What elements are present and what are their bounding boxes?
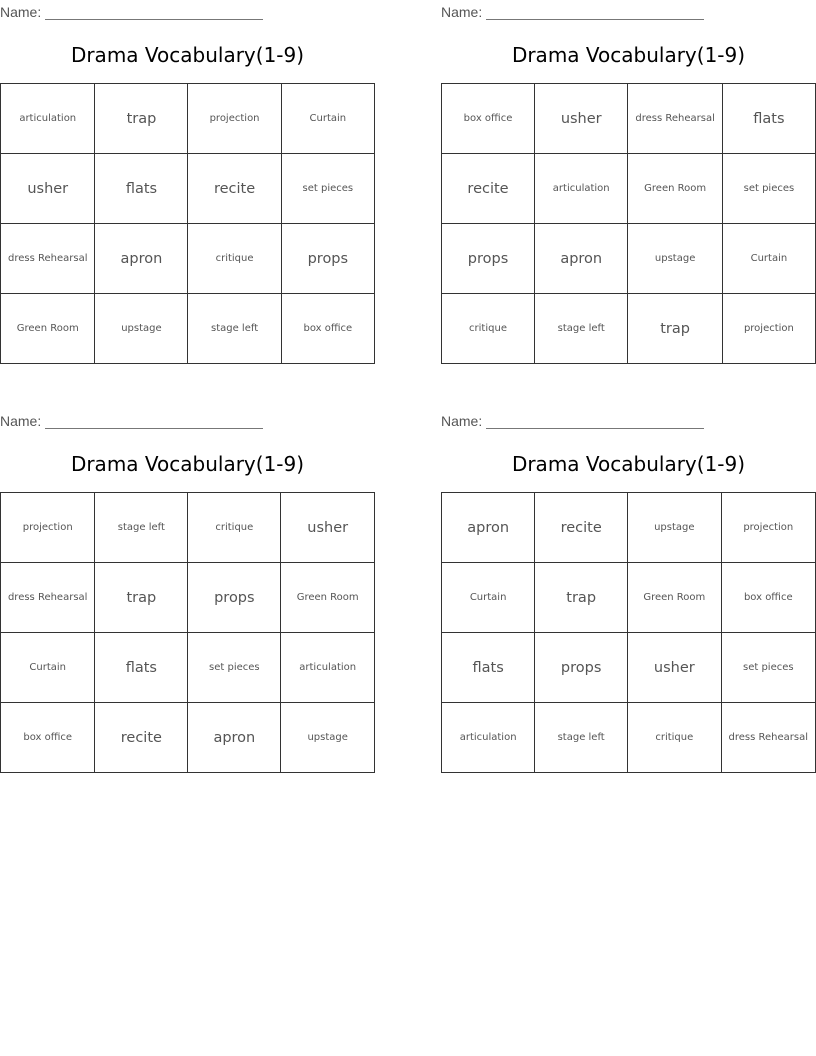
grid-cell[interactable]: flats (95, 154, 188, 224)
grid-cell[interactable]: upstage (281, 703, 375, 773)
bingo-grid (0, 83, 375, 364)
grid-cell[interactable]: projection (1, 493, 95, 563)
name-field[interactable] (0, 2, 263, 20)
grid-cell[interactable]: box office (1, 703, 95, 773)
grid-cell[interactable]: recite (95, 703, 188, 773)
grid-cell[interactable]: dress Rehearsal (721, 703, 815, 773)
name-label: Name: (0, 413, 42, 429)
grid-cell[interactable]: props (535, 633, 628, 703)
grid-cell[interactable]: set pieces (281, 154, 374, 224)
grid-cell[interactable]: usher (628, 633, 722, 703)
grid-row (1, 84, 375, 154)
grid-cell[interactable]: stage left (95, 493, 188, 563)
grid-cell[interactable]: flats (442, 633, 535, 703)
grid-cell[interactable]: Curtain (722, 224, 815, 294)
name-field[interactable] (0, 411, 263, 429)
grid-cell[interactable]: box office (281, 294, 374, 364)
grid-cell[interactable]: projection (721, 493, 815, 563)
name-blank-line[interactable] (486, 6, 704, 20)
grid-row (1, 493, 375, 563)
grid-cell[interactable]: flats (722, 84, 815, 154)
grid-cell[interactable]: Curtain (281, 84, 374, 154)
grid-cell[interactable]: recite (442, 154, 535, 224)
grid-row (442, 154, 816, 224)
grid-cell[interactable]: box office (442, 84, 535, 154)
grid-row (1, 294, 375, 364)
grid-cell[interactable]: critique (188, 493, 281, 563)
grid-cell[interactable]: critique (442, 294, 535, 364)
name-blank-line[interactable] (486, 415, 704, 429)
grid-cell[interactable]: apron (535, 224, 628, 294)
bingo-grid (0, 492, 375, 773)
grid-cell[interactable]: projection (722, 294, 815, 364)
grid-cell[interactable]: set pieces (721, 633, 815, 703)
grid-cell[interactable]: recite (535, 493, 628, 563)
grid-cell[interactable]: set pieces (722, 154, 815, 224)
bingo-grid (441, 492, 816, 773)
grid-cell[interactable]: upstage (95, 294, 188, 364)
grid-cell[interactable]: trap (628, 294, 722, 364)
grid-cell[interactable]: Green Room (628, 154, 722, 224)
grid-cell[interactable]: dress Rehearsal (1, 563, 95, 633)
grid-cell[interactable]: upstage (628, 224, 722, 294)
grid-cell[interactable]: projection (188, 84, 281, 154)
grid-row (442, 703, 816, 773)
grid-cell[interactable]: usher (535, 84, 628, 154)
grid-cell[interactable]: critique (188, 224, 281, 294)
name-label: Name: (0, 4, 42, 20)
name-label: Name: (441, 413, 483, 429)
grid-cell[interactable]: dress Rehearsal (1, 224, 95, 294)
grid-cell[interactable]: props (442, 224, 535, 294)
grid-cell[interactable]: apron (442, 493, 535, 563)
grid-cell[interactable]: props (188, 563, 281, 633)
grid-cell[interactable]: props (281, 224, 374, 294)
card-title: Drama Vocabulary(1-9) (70, 452, 305, 476)
grid-cell[interactable]: Green Room (281, 563, 375, 633)
grid-row (1, 224, 375, 294)
grid-cell[interactable]: trap (95, 84, 188, 154)
grid-cell[interactable]: articulation (281, 633, 375, 703)
grid-cell[interactable]: recite (188, 154, 281, 224)
card-title: Drama Vocabulary(1-9) (70, 43, 305, 67)
grid-cell[interactable]: Green Room (628, 563, 722, 633)
grid-row (1, 703, 375, 773)
grid-cell[interactable]: articulation (535, 154, 628, 224)
grid-cell[interactable]: trap (535, 563, 628, 633)
grid-row (442, 563, 816, 633)
name-blank-line[interactable] (45, 415, 263, 429)
grid-cell[interactable]: critique (628, 703, 722, 773)
grid-cell[interactable]: Curtain (442, 563, 535, 633)
name-label: Name: (441, 4, 483, 20)
grid-cell[interactable]: stage left (535, 703, 628, 773)
grid-row (442, 493, 816, 563)
grid-cell[interactable]: stage left (535, 294, 628, 364)
grid-cell[interactable]: flats (95, 633, 188, 703)
grid-cell[interactable]: box office (721, 563, 815, 633)
grid-row (442, 294, 816, 364)
grid-cell[interactable]: apron (95, 224, 188, 294)
card-title: Drama Vocabulary(1-9) (511, 452, 746, 476)
grid-cell[interactable]: trap (95, 563, 188, 633)
grid-cell[interactable]: Curtain (1, 633, 95, 703)
grid-cell[interactable]: usher (1, 154, 95, 224)
grid-cell[interactable]: stage left (188, 294, 281, 364)
name-blank-line[interactable] (45, 6, 263, 20)
grid-cell[interactable]: Green Room (1, 294, 95, 364)
grid-cell[interactable]: articulation (442, 703, 535, 773)
grid-cell[interactable]: articulation (1, 84, 95, 154)
grid-row (442, 84, 816, 154)
name-field[interactable] (441, 2, 704, 20)
grid-row (1, 633, 375, 703)
card-title: Drama Vocabulary(1-9) (511, 43, 746, 67)
grid-cell[interactable]: set pieces (188, 633, 281, 703)
grid-row (442, 224, 816, 294)
grid-row (1, 154, 375, 224)
grid-cell[interactable]: upstage (628, 493, 722, 563)
grid-cell[interactable]: dress Rehearsal (628, 84, 722, 154)
name-field[interactable] (441, 411, 704, 429)
grid-row (1, 563, 375, 633)
grid-cell[interactable]: usher (281, 493, 375, 563)
grid-row (442, 633, 816, 703)
bingo-grid (441, 83, 816, 364)
grid-cell[interactable]: apron (188, 703, 281, 773)
